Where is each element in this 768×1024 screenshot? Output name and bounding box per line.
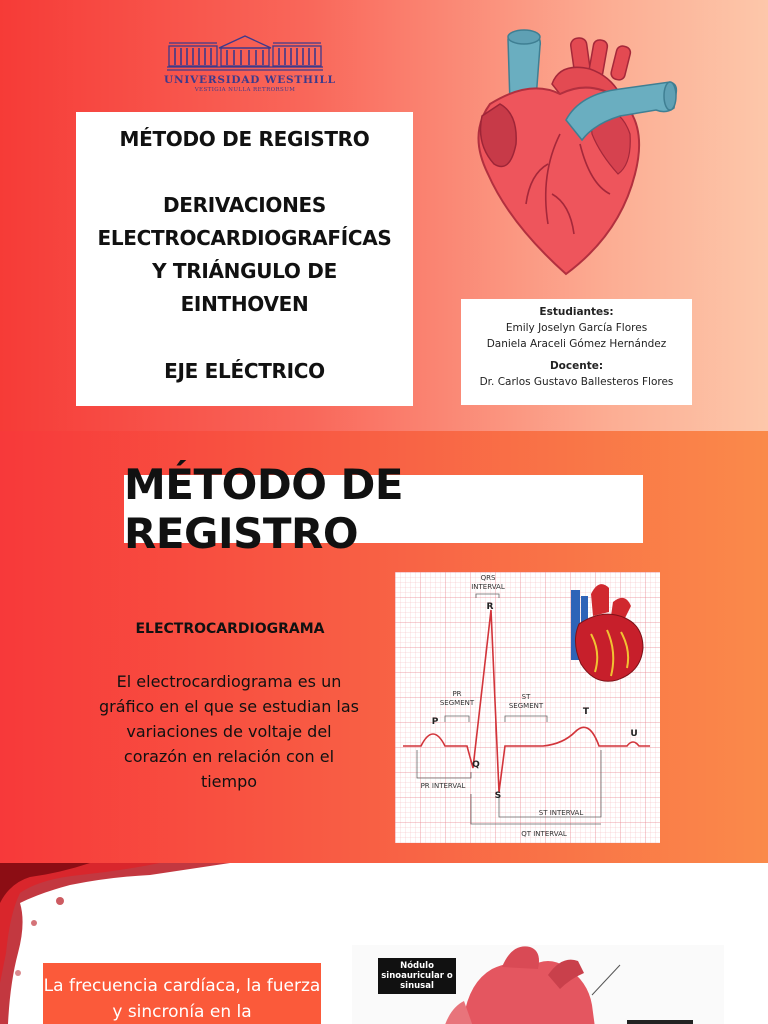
ecg-wave-q: Q: [472, 760, 480, 770]
title-line-method: MÉTODO DE REGISTRO: [119, 127, 370, 151]
ecg-label-st-segment: SEGMENT: [508, 702, 544, 710]
ecg-label-qt-interval: QT INTERVAL: [521, 830, 567, 838]
ecg-label-pr-interval: PR INTERVAL: [420, 782, 466, 790]
university-name: UNIVERSIDAD WESTHILL: [164, 74, 336, 86]
diagram-label-bar: [627, 1020, 693, 1024]
ecg-label-qrs: QRS: [480, 574, 496, 582]
section-title-card: [124, 460, 643, 558]
ecg-wave-r: R: [486, 602, 494, 612]
ecg-wave-t: T: [582, 707, 590, 717]
ecg-label-st-interval: ST INTERVAL: [538, 809, 584, 817]
title-line-electric-axis: EJE ELÉCTRICO: [164, 359, 325, 383]
ecg-wave-s: S: [494, 791, 502, 801]
ecg-label-pr: PR: [452, 690, 462, 698]
university-logo: [164, 34, 336, 104]
students-label: Estudiantes:: [539, 306, 614, 318]
ecg-description: El electrocardiograma es un gráfico en el que se estudian las variaciones de voltaje del corazón en relación con el tiempo: [98, 672, 360, 791]
student-name: Emily Joselyn García Flores: [505, 322, 648, 334]
teacher-label: Docente:: [549, 360, 604, 372]
ecg-label-st: ST: [521, 693, 531, 701]
frequency-text: La frecuencia cardíaca, la fuerza y sincronía en la: [43, 976, 321, 1022]
ecg-chart: [395, 572, 660, 843]
anatomical-heart-icon: [470, 24, 680, 280]
title-line-derivations: DERIVACIONES: [162, 193, 327, 217]
teacher-name: Dr. Carlos Gustavo Ballesteros Flores: [479, 376, 674, 388]
university-motto: VESTIGIA NULLA RETRORSUM: [194, 87, 296, 93]
frequency-text-card: [43, 963, 321, 1024]
title-line-electrocardiographic: ELECTROCARDIOGRAFÍCAS: [97, 226, 392, 250]
slide-title: [0, 0, 768, 431]
slide-heart-conduction: [0, 863, 768, 1024]
ecg-label-pr-segment: SEGMENT: [439, 699, 475, 707]
sinoatrial-node-label: Nódulo sinoauricular o sinusal: [378, 958, 456, 994]
ecg-wave-u: U: [630, 729, 638, 739]
ecg-wave-p: P: [431, 717, 439, 727]
ecg-heading: ELECTROCARDIOGRAMA: [135, 621, 325, 637]
title-line-einthoven: EINTHOVEN: [180, 292, 309, 316]
ecg-diagram: [395, 572, 660, 843]
ecg-label-qrs-interval: INTERVAL: [471, 583, 505, 591]
title-card: [76, 112, 413, 406]
student-name: Daniela Araceli Gómez Hernández: [486, 338, 667, 350]
students-card: [461, 299, 692, 405]
section-title: MÉTODO DE REGISTRO: [124, 460, 404, 558]
university-building-icon: [167, 34, 323, 72]
title-line-triangle: Y TRIÁNGULO DE: [152, 259, 337, 283]
